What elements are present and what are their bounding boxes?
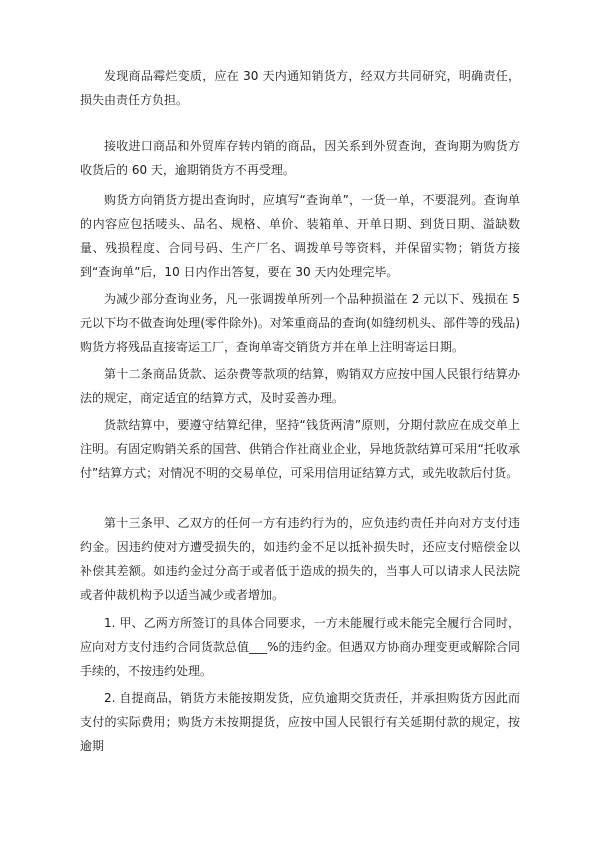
paragraph-reduce-queries: 为减少部分查询业务，凡一张调拨单所列一个品种损溢在 2 元以下、残损在 5 元以下均不做查询处理(零件除外)。对笨重商品的查询(如缝纫机头、部件等的残品)购货方将残品直接寄运工厂，查询单寄交销货方并在单上注明寄运日期。: [80, 292, 520, 354]
paragraph-spoilage-notice: 发现商品霉烂变质，应在 30 天内通知销货方，经双方共同研究，明确责任，损失由责任方负担。: [80, 69, 520, 107]
paragraph-article-12-settlement: 第十二条商品货款、运杂费等款项的结算，购销双方应按中国人民银行结算办法的规定，商定适宜的结算方式，及时妥善办理。: [80, 367, 520, 405]
paragraph-item-2-pickup: 2. 自提商品，销货方未能按期发货，应负逾期交货责任，并承担购货方因此而支付的实际费用；购货方未按期提货，应按中国人民银行有关延期付款的规定，按逾期: [80, 691, 520, 753]
paragraph-import-goods-query: 接收进口商品和外贸库存转内销的商品，因关系到外贸查询，查询期为购货方收货后的 60 天，逾期销货方不再受理。: [80, 139, 520, 177]
paragraph-item-1-penalty: 1. 甲、乙两方所签订的具体合同要求，一方未能履行或未能完全履行合同时，应向对方支付违约合同货款总值___%的违约金。但遇双方协商办理变更或解除合同手续的，不按违约处理。: [80, 616, 520, 678]
paragraph-article-13-breach: 第十三条甲、乙双方的任何一方有违约行为的，应负违约责任并向对方支付违约金。因违约使对方遭受损失的，如违约金不足以抵补损失时，还应支付赔偿金以补偿其差额。如违约金过分高于或者低于造成的损失的，当事人可以请求人民法院或者仲裁机构予以适当减少或者增加。: [80, 516, 520, 602]
paragraph-payment-settlement: 货款结算中，要遵守结算纪律，坚持“钱货两清”原则，分期付款应在成交单上注明。有固定购销关系的国营、供销合作社商业企业，异地货款结算可采用“托收承付”结算方式；对情况不明的交易单位，可采用信用证结算方式，或先收款后付货。: [80, 418, 520, 480]
paragraph-query-form: 购货方向销货方提出查询时，应填写“查询单”，一货一单，不要混列。查询单的内容应包括唛头、品名、规格、单价、装箱单、开单日期、到货日期、溢缺数量、残损程度、合同号码、生产厂名、调拨单号等资料，并保留实物；销货方接到“查询单”后，10 日内作出答复，要在 30 天内处理完毕。: [80, 193, 520, 279]
